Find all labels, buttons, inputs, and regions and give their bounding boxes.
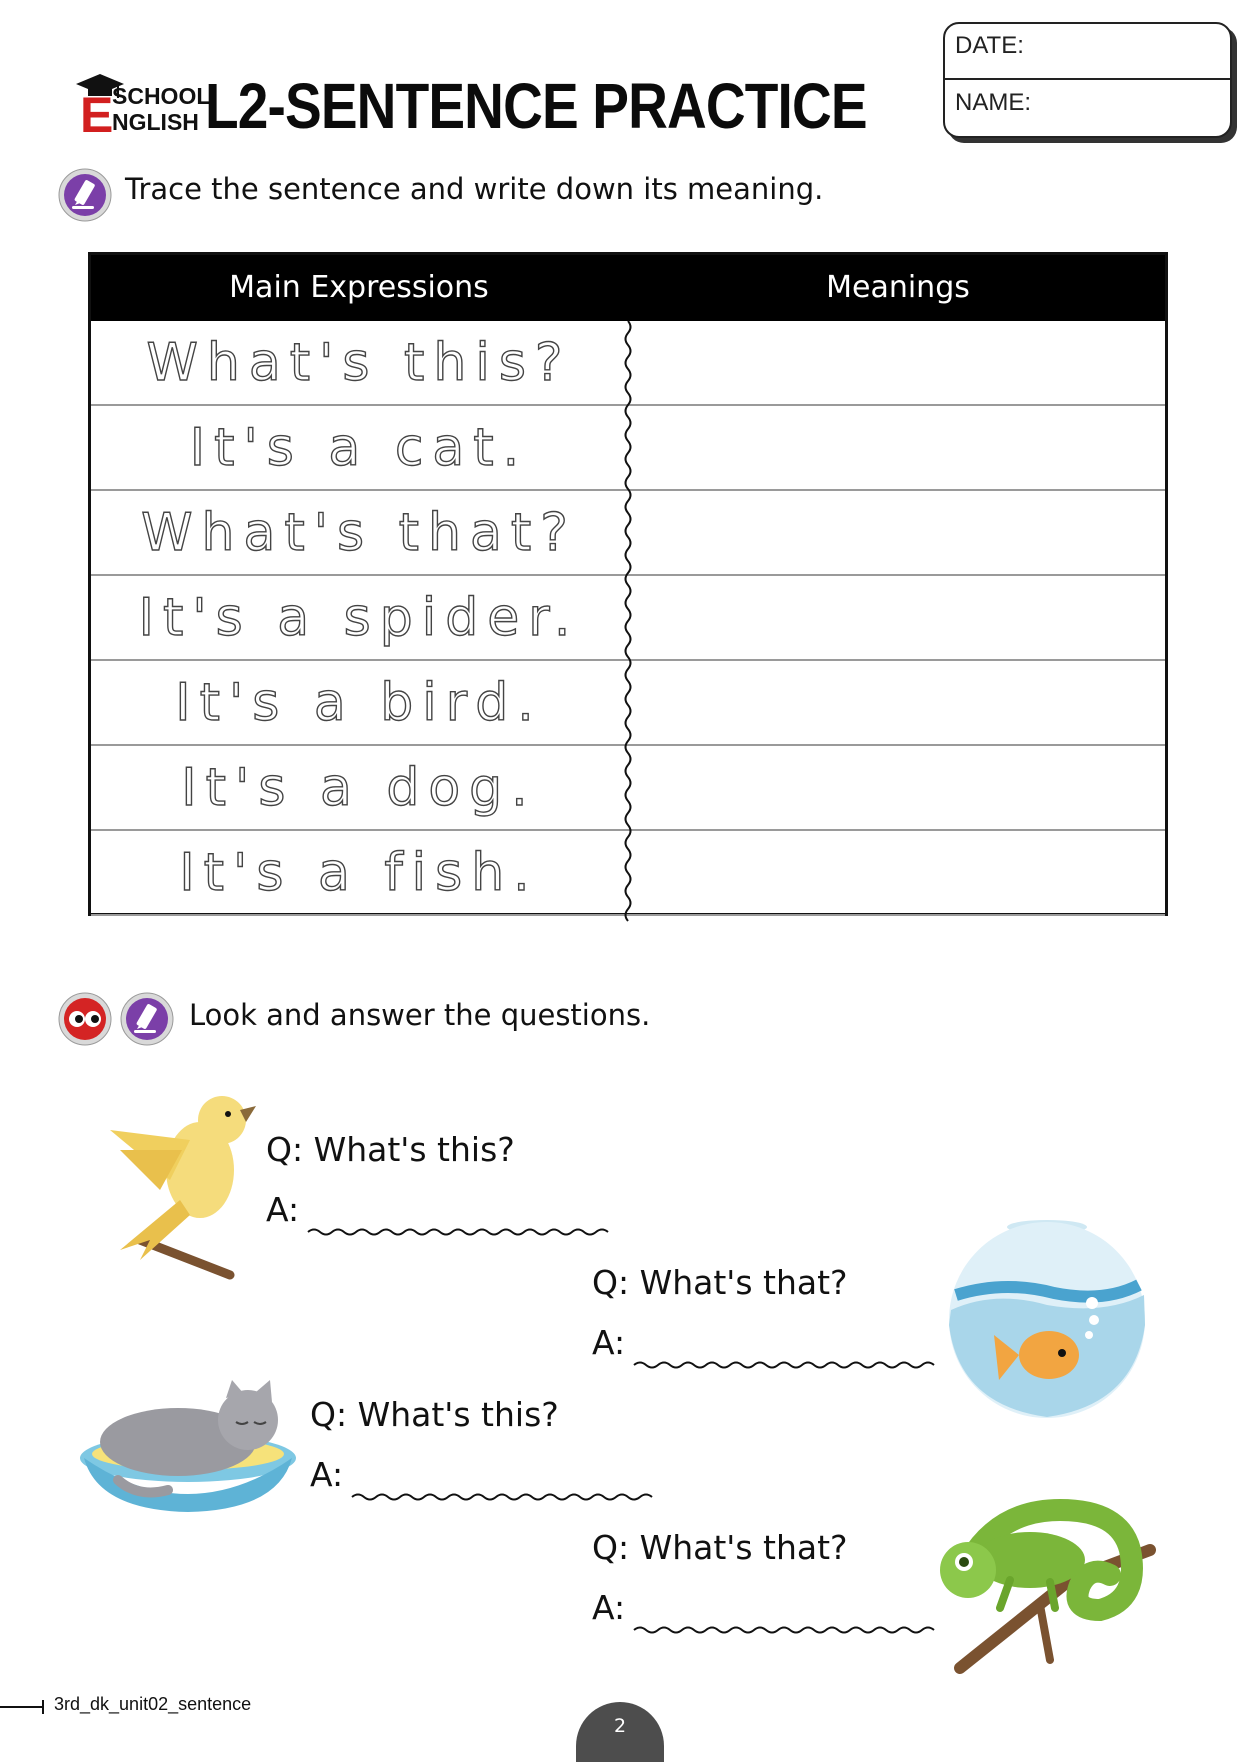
date-label: DATE: — [955, 32, 1024, 59]
name-label: NAME: — [955, 89, 1032, 116]
trace-sentence[interactable]: What's that? — [141, 503, 577, 563]
school-english-logo — [74, 70, 211, 143]
answer-label-4: A: — [592, 1588, 626, 1627]
question-2: Q: What's that? — [592, 1263, 848, 1302]
question-1: Q: What's this? — [266, 1130, 515, 1169]
column-divider — [622, 321, 634, 916]
trace-sentence[interactable]: It's a dog. — [181, 758, 537, 818]
date-field[interactable] — [945, 24, 1230, 80]
table-header — [91, 255, 1165, 321]
answer-label-3: A: — [310, 1455, 344, 1494]
bird-illustration — [100, 1090, 260, 1280]
fishbowl-illustration — [944, 1215, 1150, 1415]
answer-line-1[interactable] — [308, 1225, 598, 1239]
trace-sentence[interactable]: It's a spider. — [138, 588, 580, 648]
expressions-table — [88, 252, 1168, 916]
trace-sentence[interactable]: It's a cat. — [189, 418, 529, 478]
answer-line-4[interactable] — [634, 1623, 924, 1637]
col-header-expressions: Main Expressions — [229, 270, 489, 305]
col-header-meanings: Meanings — [826, 270, 970, 305]
trace-sentence[interactable]: It's a fish. — [179, 843, 539, 903]
pencil-icon — [120, 992, 174, 1046]
footer-filename: 3rd_dk_unit02_sentence — [54, 1694, 252, 1714]
question-3: Q: What's this? — [310, 1395, 559, 1434]
instruction-answer: Look and answer the questions. — [189, 998, 651, 1032]
cat-illustration — [78, 1380, 298, 1520]
chameleon-illustration — [930, 1490, 1170, 1670]
trace-sentence[interactable]: What's this? — [146, 333, 572, 393]
footer-rule — [0, 1706, 44, 1708]
pencil-icon — [58, 168, 112, 222]
answer-label-2: A: — [592, 1323, 626, 1362]
name-field[interactable] — [945, 80, 1230, 136]
answer-line-3[interactable] — [352, 1490, 642, 1504]
answer-label-1: A: — [266, 1190, 300, 1229]
date-name-box — [943, 22, 1232, 138]
logo-line2: NGLISH — [112, 109, 199, 135]
svg-text:E: E — [80, 87, 114, 143]
trace-sentence[interactable]: It's a bird. — [175, 673, 543, 733]
logo-line1: SCHOOL — [112, 83, 211, 109]
instruction-trace: Trace the sentence and write down its meaning. — [125, 172, 824, 206]
page-title: L2-SENTENCE PRACTICE — [205, 70, 867, 142]
question-4: Q: What's that? — [592, 1528, 848, 1567]
page-number: 2 — [576, 1702, 664, 1762]
footer-rule-tick — [42, 1700, 44, 1714]
eyes-icon — [58, 992, 112, 1046]
answer-line-2[interactable] — [634, 1358, 924, 1372]
